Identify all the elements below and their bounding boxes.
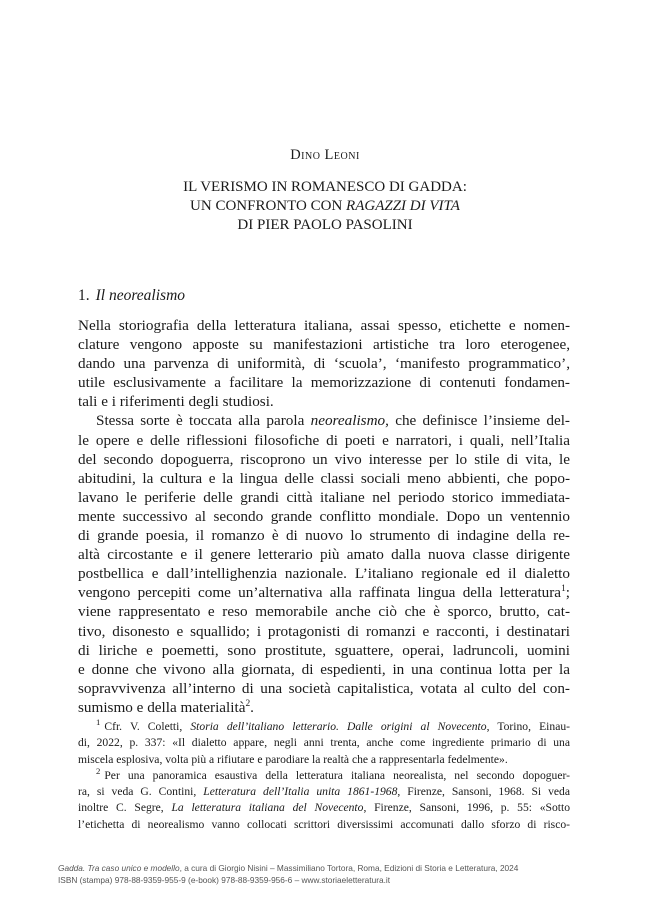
- body-line: di grande poesia, il romanzo è di nuovo lo strumento di indagine della re-: [78, 527, 570, 545]
- body-line: tali e i riferimenti degli studiosi.: [78, 393, 274, 411]
- body-line: le opere e delle riflessioni filosofiche di poeti e narratori, i quali, nell’Italia: [78, 431, 570, 449]
- footnote-line: miscela esplosiva, volta più a rifiutare e parodiare la realtà che a rappresentarla fedelmente».: [78, 752, 508, 766]
- body-line: altà circostante e il genere letterario più amato dalla nuova classe dirigente: [78, 546, 570, 564]
- body-line: del secondo dopoguerra, riscoprono un vivo interesse per lo stile di vita, le: [78, 450, 570, 468]
- body-line: lavano le periferie delle grandi città italiane nel periodo storico immediata-: [78, 488, 570, 506]
- body-line: utile esclusivamente a facilitare la memorizzazione di contenuti fondamen-: [78, 374, 570, 392]
- body-text: [78, 316, 570, 717]
- section-number: 1.: [78, 287, 90, 304]
- body-line: dando una parvenza di uniformità, di ‘scuola’, ‘manifesto programmatico’,: [78, 355, 570, 373]
- article-title: [0, 178, 650, 235]
- body-line: sopravvivenza all’interno di una società capitalistica, votata al culto del con-: [78, 679, 570, 697]
- author-name: Dino Leoni: [290, 147, 360, 163]
- section-name: Il neorealismo: [95, 287, 186, 304]
- body-line: Stessa sorte è toccata alla parola neorealismo, che definisce l’insieme del-: [96, 412, 570, 430]
- footnote-line: $^1$ Cfr. V. Coletti, Storia dell’italiano letterario. Dalle origini al Novecento, Torino, Einau-: [96, 717, 571, 733]
- section-heading: [78, 287, 185, 305]
- footnote-mark: 2: [96, 766, 101, 777]
- title-line-3: DI PIER PAOLO PASOLINI: [237, 217, 413, 233]
- footnote-line: $^2$ Per una panoramica esaustiva della letteratura italiana neorealista, nel secondo dopoguer-: [96, 766, 570, 782]
- publication-footer: [58, 862, 598, 886]
- footnote-line: inoltre C. Segre, La letteratura italiana del Novecento, Firenze, Sansoni, 1996, p. 55: «Sotto: [78, 801, 571, 815]
- footnote-ref[interactable]: 2: [245, 698, 251, 709]
- title-line-1: IL VERISMO IN ROMANESCO DI GADDA:: [183, 179, 467, 195]
- footnote-line: di, 2022, p. 337: «Il dialetto appare, negli anni trenta, anche come ingrediente primario di una: [78, 736, 570, 750]
- body-line: sumismo e della materialità$^2$.: [78, 698, 254, 716]
- body-line: di liriche e poemetti, sono prostitute, sguattere, operai, ladruncoli, uomini: [78, 641, 570, 659]
- body-line: tivo, disonesto e squallido; i protagonisti di romanzi e racconti, i destinatari: [78, 622, 570, 640]
- footnote-ref[interactable]: 1: [561, 584, 566, 595]
- body-line: e donne che vivono alla giornata, di espedienti, in una continua lotta per la: [78, 660, 570, 678]
- body-line: clature vengono apposte su manifestazioni artistiche tra loro eterogenee,: [78, 336, 570, 354]
- body-line: viene rappresentato e reso memorabile anche ciò che è sporco, brutto, cat-: [78, 603, 570, 621]
- title-italic-work: RAGAZZI DI VITA: [346, 198, 460, 214]
- body-line: abitudini, la cultura e la lingua delle classi sociali meno abbienti, che popo-: [78, 469, 570, 487]
- footnote-line: l’etichetta di neorealismo vanno collocati scrittori diversissimi accomunati dallo sforzo di risco-: [78, 817, 570, 831]
- footer-isbn: ISBN (stampa) 978-88-9359-955-9 (e-book) 978-88-9359-956-6 – www.storiaeletteratura.it: [58, 875, 391, 885]
- body-line: mente successivo al secondo grande conflitto mondiale. Dopo un ventennio: [78, 507, 570, 525]
- body-line: vengono percepiti come un’alternativa alla raffinata lingua della letteratura$^1$;: [78, 584, 570, 602]
- footnote-mark: 1: [96, 717, 101, 728]
- body-line: Nella storiografia della letteratura italiana, assai spesso, etichette e nomen-: [78, 317, 570, 334]
- title-line-2: UN CONFRONTO CON RAGAZZI DI VITA: [190, 198, 460, 214]
- footer-citation: Gadda. Tra caso unico e modello, a cura di Giorgio Nisini – Massimiliano Tortora, Roma, Edizioni di Storia e Letteratura, 2024: [58, 863, 519, 873]
- footnotes: [78, 719, 570, 833]
- body-line: postbellica e dall’intellighenzia nazionale. L’italiano regionale ed il dialetto: [78, 565, 570, 583]
- footnote-line: ra, si veda G. Contini, Letteratura dell’Italia unita 1861-1968, Firenze, Sansoni, 1968. Si veda: [78, 785, 570, 799]
